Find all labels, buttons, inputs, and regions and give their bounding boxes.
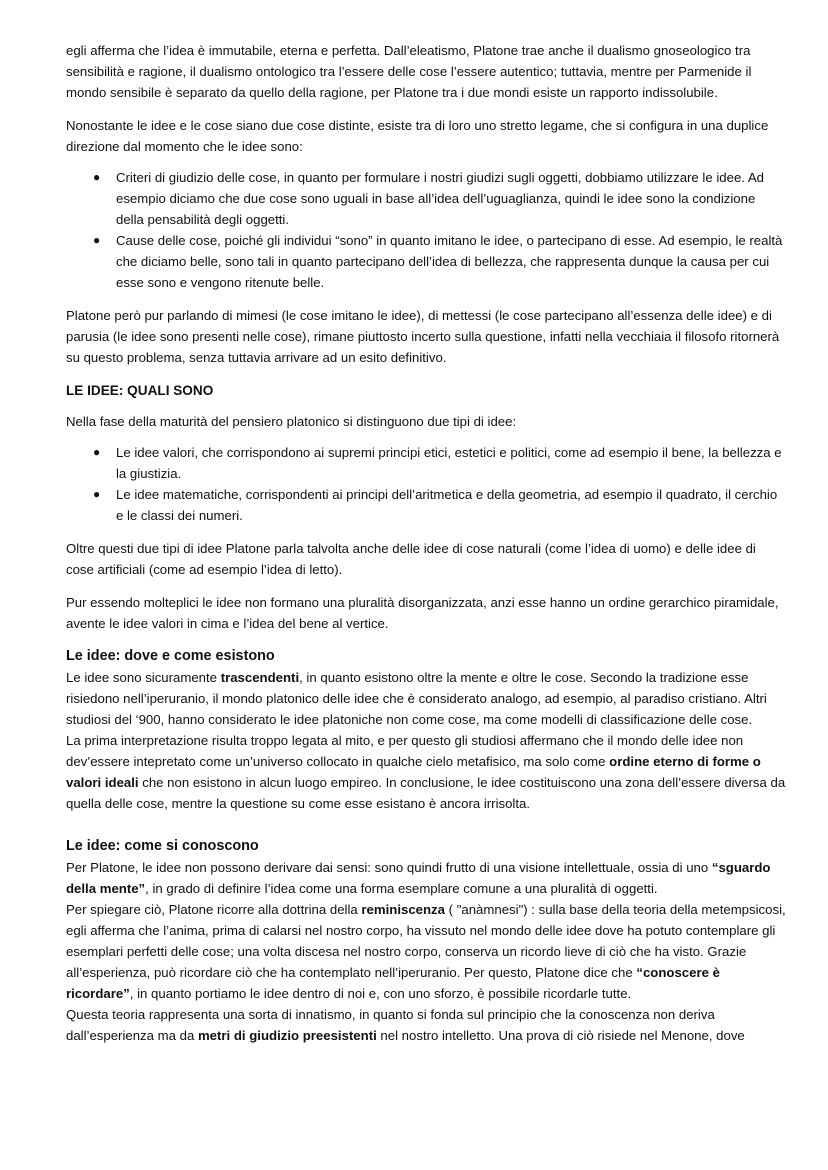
document-page [66,40,786,1046]
bullet-list-rapporto [66,167,786,293]
list-item: ● Le idee matematiche, corrispondenti ai principi dell’aritmetica e della geometria, ad esempio il quadrato, il cerchio e le classi dei numeri. [116,484,786,526]
paragraph-eleatismo: egli afferma che l’idea è immutabile, eterna e perfetta. Dall’eleatismo, Platone trae anche il dualismo gnoseologico tra sensibilità e ragione, il dualismo ontologico tra l’essere delle cose l’essere autentico; tuttavia, mentre per Parmenide il mondo sensibile è separato da quello della ragione, per Platone tra i due mondi esiste un rapporto indissolubile. [66,43,752,100]
paragraph-due-tipi: Nella fase della maturità del pensiero platonico si distinguono due tipi di idee: [66,414,517,429]
paragraph-reminiscenza: Per spiegare ciò, Platone ricorre alla dottrina della reminiscenza ( "anàmnesi") : sulla base della teoria della metempsicosi, egli afferma che l’anima, prima di calarsi nel nostro corpo, ha vissuto nel mondo delle idee dove ha potuto contemplare gli esemplari perfetti delle cose; una volta discesa nel nostro corpo, conserva un ricordo lieve di ciò che ha visto. Grazie all’esperienza, può ricordare ciò che ha contemplato nell’iperuranio. Per questo, Platone dice che “conoscere è ricordare”, in quanto portiamo le idee dentro di noi e, con uno sforzo, è possibile ricordarle tutte. [66,902,786,1001]
heading-dove-come-esistono: Le idee: dove e come esistono [66,648,275,664]
list-item: ● Criteri di giudizio delle cose, in quanto per formulare i nostri giudizi sugli oggetti, dobbiamo utilizzare le idee. Ad esempio diciamo che due cose sono uguali in base all’idea dell’uguaglianza, quindi le idee sono la condizione della pensabilità degli oggetti. [116,167,786,230]
bullet-icon: ● [93,445,101,459]
paragraph-innatismo: Questa teoria rappresenta una sorta di innatismo, in quanto si fonda sul principio che la conoscenza non deriva dall’esperienza ma da metri di giudizio preesistenti nel nostro intelletto. Una prova di ciò risiede nel Menone, dove [66,1007,745,1043]
paragraph-sguardo-mente: Per Platone, le idee non possono derivare dai sensi: sono quindi frutto di una visione intellettuale, ossia di uno “sguardo della mente”, in grado di definire l’idea come una forma esemplare comune a una pluralità di oggetti. [66,860,771,896]
list-item: ● Cause delle cose, poiché gli individui “sono” in quanto imitano le idee, o partecipano di esse. Ad esempio, le realtà che diciamo belle, sono tali in quanto partecipano dell’idea di bellezza, che rappresenta dunque la causa per cui esse sono e vengono ritenute belle. [116,230,786,293]
paragraph-mimesi: Platone però pur parlando di mimesi (le cose imitano le idee), di mettessi (le cose partecipano all’essenza delle idee) e di parusia (le idee sono presenti nelle cose), rimane piuttosto incerto sulla questione, infatti nella vecchiaia il filosofo ritornerà su questo problema, senza tuttavia arrivare ad un esito definitivo. [66,308,780,365]
heading-come-si-conoscono: Le idee: come si conoscono [66,838,259,854]
bullet-icon: ● [93,233,101,247]
paragraph-trascendenti: Le idee sono sicuramente trascendenti, in quanto esistono oltre la mente e oltre le cose. Secondo la tradizione esse risiedono nell’iperuranio, il mondo platonico delle idee che è considerato analogo, ad esempio, al paradiso cristiano. Altri studiosi del ‘900, hanno considerato le idee platoniche non come cose, ma come modelli di classificazione delle cose. [66,670,767,727]
bullet-icon: ● [93,170,101,184]
heading-quali-sono: LE IDEE: QUALI SONO [66,383,214,398]
paragraph-legame: Nonostante le idee e le cose siano due cose distinte, esiste tra di loro uno stretto legame, che si configura in una duplice direzione dal momento che le idee sono: [66,118,769,154]
paragraph-ordine-gerarchico: Pur essendo molteplici le idee non formano una pluralità disorganizzata, anzi esse hanno un ordine gerarchico piramidale, avente le idee valori in cima e l’idea del bene al vertice. [66,595,779,631]
bullet-list-tipi-idee [66,442,786,526]
paragraph-interpretazione: La prima interpretazione risulta troppo legata al mito, e per questo gli studiosi affermano che il mondo delle idee non dev’essere intepretato come un’universo collocato in qualche cielo metafisico, ma solo come ordine eterno di forme o valori ideali che non esistono in alcun luogo empireo. In conclusione, le idee costituiscono una zona dell’essere diversa da quella delle cose, mentre la questione su come esse esistano è ancora irrisolta. [66,733,786,811]
paragraph-idee-naturali: Oltre questi due tipi di idee Platone parla talvolta anche delle idee di cose naturali (come l’idea di uomo) e delle idee di cose artificiali (come ad esempio l’idea di letto). [66,541,756,577]
bullet-icon: ● [93,487,101,501]
list-item: ● Le idee valori, che corrispondono ai supremi principi etici, estetici e politici, come ad esempio il bene, la bellezza e la giustizia. [116,442,786,484]
